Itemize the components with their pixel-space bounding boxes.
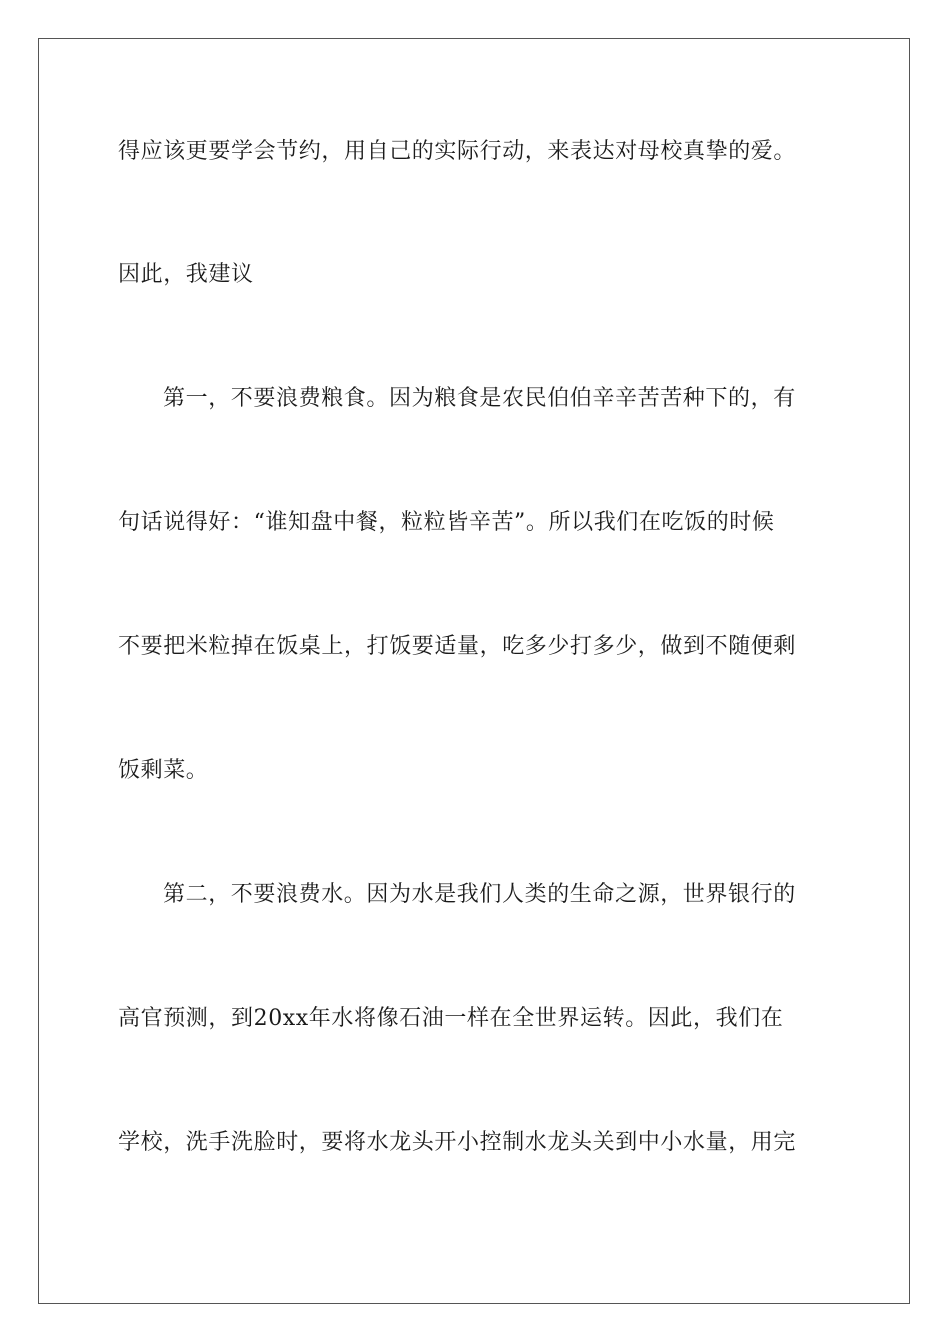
text-line-7: 第二，不要浪费水。因为水是我们人类的生命之源，世界银行的 [163,882,796,907]
text-line-2: 因此，我建议 [118,262,254,287]
text-line-3: 第一，不要浪费粮食。因为粮食是农民伯伯辛辛苦苦种下的，有 [163,386,796,411]
text-line-4: 句话说得好：“谁知盘中餐，粒粒皆辛苦”。所以我们在吃饭的时候 [118,510,775,535]
text-line-8: 高官预测，到20xx年水将像石油一样在全世界运转。因此，我们在 [118,1006,784,1031]
text-line-9: 学校，洗手洗脸时，要将水龙头开小控制水龙头关到中小水量，用完 [118,1130,797,1155]
text-line-5: 不要把米粒掉在饭桌上，打饭要适量，吃多少打多少，做到不随便剩 [118,634,797,659]
page-frame [38,38,910,1304]
text-line-1: 得应该更要学会节约，用自己的实际行动，来表达对母校真挚的爱。 [118,139,797,164]
text-line-6: 饭剩菜。 [118,758,209,783]
